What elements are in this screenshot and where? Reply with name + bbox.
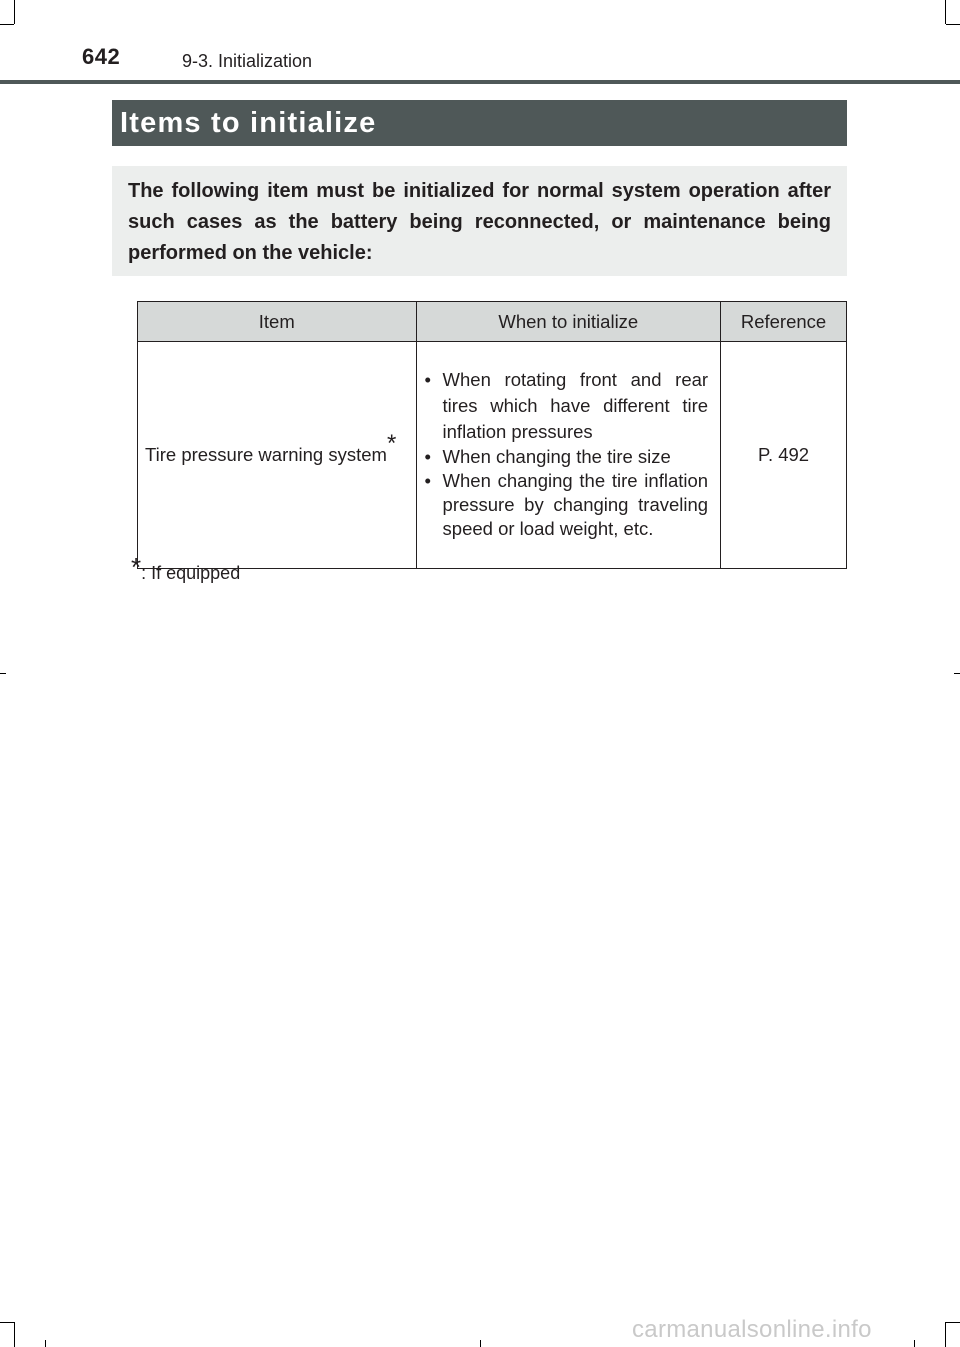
crop-tick-bottom-1 [45,1340,46,1347]
list-item: • When rotating front and rear tires which have different tire inflation pressures [425,367,709,445]
header-rule [0,80,960,84]
header-when: When to initialize [416,302,721,342]
initialize-table [137,301,847,569]
when-list [425,367,709,541]
list-item: • When changing the tire inflation pressure by changing traveling speed or load weight, etc. [425,469,709,541]
watermark: carmanualsonline.info [632,1316,872,1343]
section-title: Items to initialize [112,100,847,146]
page-number: 642 [82,44,121,69]
section-label: 9-3. Initialization [182,51,313,71]
footnote-text: : If equipped [141,563,241,583]
header-item: Item [138,302,417,342]
crop-tick-right-1 [954,673,960,674]
footnote-mark: * [131,552,142,582]
crop-tick-left-1 [0,673,6,674]
crop-mark-top-left-h [0,24,14,25]
crop-tick-bottom-2 [480,1340,481,1347]
reference-cell [721,342,847,569]
reference-link[interactable]: P. 492 [757,444,810,465]
crop-mark-bottom-right-v [945,1322,946,1347]
crop-mark-top-right-v [945,0,946,24]
header-reference: Reference [721,302,847,342]
intro-text: The following item must be initialized for normal system operation after such cases as the battery being reconnected, or maintenance being performed on the vehicle: [112,166,847,276]
list-item: • When changing the tire size [425,445,709,469]
crop-tick-bottom-3 [914,1340,915,1347]
item-cell [138,342,417,569]
crop-mark-bottom-left-v [14,1322,15,1347]
table-header-row [138,302,847,342]
crop-mark-top-left-v [14,0,15,24]
table-row [138,342,847,569]
item-name: Tire pressure warning system [145,444,387,465]
equipped-mark: * [386,430,397,457]
when-cell [416,342,721,569]
footnote [131,552,241,584]
crop-mark-bottom-right-h [946,1322,960,1323]
crop-mark-top-right-h [946,24,960,25]
crop-mark-bottom-left-h [0,1322,14,1323]
